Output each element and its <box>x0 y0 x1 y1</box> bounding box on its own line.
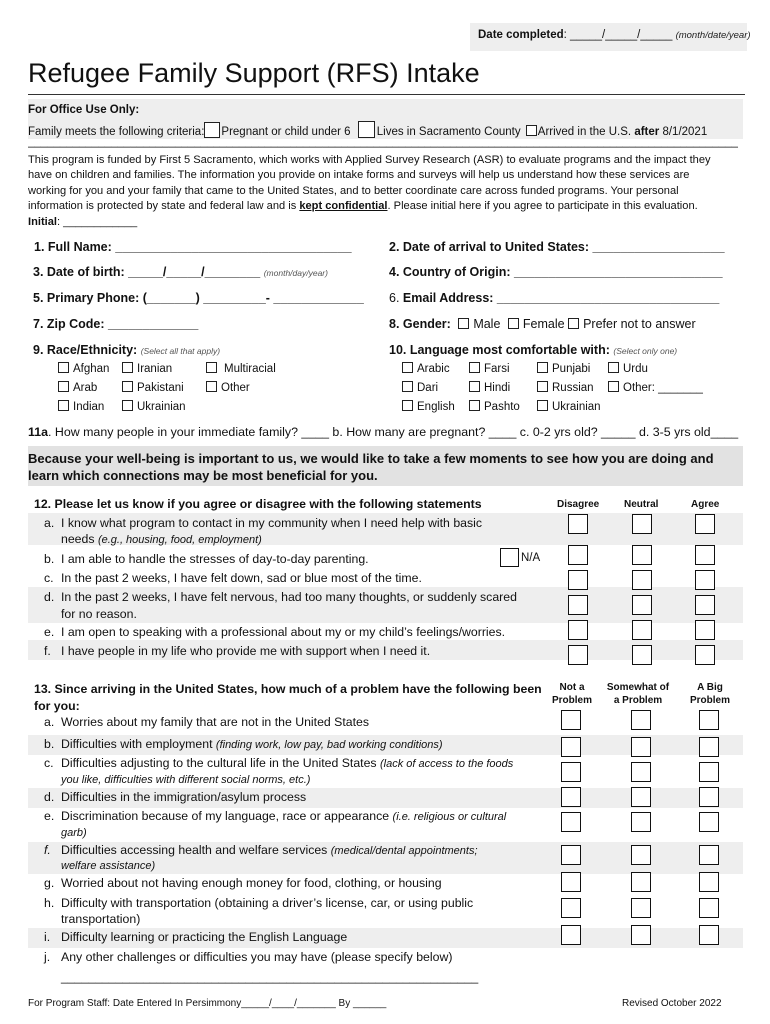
q12-item-cont: needs (e.g., housing, food, employment) <box>61 532 262 546</box>
race-option-iranian[interactable]: Iranian <box>122 362 172 375</box>
title-rule <box>28 94 745 95</box>
gender-checkbox[interactable] <box>568 318 579 329</box>
gender-female: Female <box>522 317 565 331</box>
phone-field[interactable]: 5. Primary Phone: (_______) _________- _____________ <box>33 291 364 305</box>
household-counts[interactable]: 11a. How many people in your immediate family? ____ b. How many are pregnant? ____ c. 0-2 yrs old? _____ d. 3-5 yrs old____ <box>28 425 739 439</box>
criteria-after-date: 8/1/2021 <box>662 126 708 138</box>
lang-option-ukrainian[interactable]: Ukrainian <box>537 400 601 413</box>
q13-answer-box[interactable] <box>699 925 719 945</box>
criteria-checkbox[interactable] <box>526 125 537 136</box>
race-option-pakistani[interactable]: Pakistani <box>122 381 184 394</box>
q13-answer-box[interactable] <box>699 762 719 782</box>
lang-option-pashto[interactable]: Pashto <box>469 400 520 413</box>
q12-heading: 12. Please let us know if you agree or disagree with the following statements <box>34 497 482 511</box>
q13-answer-box[interactable] <box>699 872 719 892</box>
lang-option-hindi[interactable]: Hindi <box>469 381 510 394</box>
wellbeing-text: Because your well-being is important to us, we would like to take a few moments to see how you are doing and learn which connections may be most beneficial for you. <box>28 451 714 483</box>
race-option-ukrainian[interactable]: Ukrainian <box>122 400 186 413</box>
date-completed-label: Date completed <box>478 29 564 41</box>
language-hint: (Select only one) <box>613 346 678 356</box>
email-field[interactable]: 6. Email Address: ________________________________ <box>389 291 720 305</box>
q13-answer-box[interactable] <box>561 710 581 730</box>
q13-answer-box[interactable] <box>561 737 581 757</box>
lang-option-urdu[interactable]: Urdu <box>608 362 648 375</box>
q12-item: d. In the past 2 weeks, I have felt nervous, had too many thoughts, or suddenly scared <box>44 590 517 604</box>
q13-col-not: Not a Problem <box>552 682 593 706</box>
q13-answer-box[interactable] <box>631 737 651 757</box>
lang-option-punjabi[interactable]: Punjabi <box>537 362 590 375</box>
q13-answer-box[interactable] <box>631 845 651 865</box>
q13-answer-box[interactable] <box>561 845 581 865</box>
date-completed-blank[interactable]: : _____/_____/_____ <box>563 29 673 41</box>
q12-item-cont: for no reason. <box>61 607 137 621</box>
q13-answer-box[interactable] <box>561 762 581 782</box>
office-rule: _______________________________________________________________________________________________________________ <box>28 136 738 148</box>
q12-col-disagree: Disagree <box>557 499 600 510</box>
q12-answer-box[interactable] <box>568 514 588 534</box>
q12-answer-box[interactable] <box>695 645 715 665</box>
q13-answer-box[interactable] <box>561 925 581 945</box>
lang-option-english[interactable]: English <box>402 400 455 413</box>
race-label: 9. Race/Ethnicity: (Select all that apply) <box>33 343 221 357</box>
q13-item-cont: garb) <box>61 827 87 839</box>
q13-answer-box[interactable] <box>561 872 581 892</box>
q12-answer-box[interactable] <box>568 645 588 665</box>
q13-item: c. Difficulties adjusting to the cultural life in the United States (lack of access to the foods <box>44 756 514 770</box>
race-option-arab[interactable]: Arab <box>58 381 97 394</box>
q12-col-agree: Agree <box>691 499 720 510</box>
q13-other-blank[interactable]: _____________________________________________________________ <box>61 970 479 984</box>
q12-answer-box[interactable] <box>632 595 652 615</box>
q13-item: j. Any other challenges or difficulties you may have (please specify below) <box>44 950 453 964</box>
q12-item: e. I am open to speaking with a professional about my or my child’s feelings/worries. <box>44 625 506 639</box>
q13-item: e. Discrimination because of my language, race or appearance (i.e. religious or cultural <box>44 809 507 823</box>
q13-answer-box[interactable] <box>699 898 719 918</box>
criteria-2: Lives in Sacramento County <box>376 126 521 138</box>
arrival-date-field[interactable]: 2. Date of arrival to United States: ___________________ <box>389 240 725 254</box>
q13-answer-box[interactable] <box>699 710 719 730</box>
q12-answer-box[interactable] <box>695 545 715 565</box>
criteria-lead: Family meets the following criteria: <box>28 126 205 138</box>
race-option-multiracial[interactable]: Multiracial <box>206 362 276 375</box>
race-option-indian[interactable]: Indian <box>58 400 104 413</box>
date-completed-hint: (month/date/year) <box>675 30 751 41</box>
dob-field[interactable]: 3. Date of birth: _____/_____/________ (month/day/year) <box>33 265 328 279</box>
criteria-3: Arrived in the U.S. <box>537 126 632 138</box>
q13-answer-box[interactable] <box>561 787 581 807</box>
intro-line: have on children and families. The information you provide on intake forms and surveys will help us understand how these services are <box>28 169 690 182</box>
lang-option-other[interactable]: Other: _______ <box>608 381 703 394</box>
initial-field[interactable]: : ____________ <box>56 215 138 228</box>
q13-heading: 13. Since arriving in the United States, how much of a problem have the following been for you: <box>34 682 542 713</box>
q13-answer-box[interactable] <box>699 787 719 807</box>
q13-item: b. Difficulties with employment (finding work, low pay, bad working conditions) <box>44 737 443 751</box>
q12-answer-box[interactable] <box>632 514 652 534</box>
q13-col-somewhat: Somewhat of a Problem <box>606 682 670 706</box>
lang-option-russian[interactable]: Russian <box>537 381 594 394</box>
q12-answer-box[interactable] <box>632 620 652 640</box>
q13-item: d. Difficulties in the immigration/asylum process <box>44 790 307 804</box>
intro-line: This program is funded by First 5 Sacramento, which works with Applied Survey Research (ASR) to evaluate programs and the impact they <box>28 154 711 166</box>
q13-answer-box[interactable] <box>631 812 651 832</box>
q12-answer-box[interactable] <box>568 595 588 615</box>
full-name-field[interactable]: 1. Full Name: __________________________________ <box>34 240 352 254</box>
footer-program-staff: For Program Staff: Date Entered In Persimmony_____/____/_______ By ______ <box>28 998 387 1009</box>
confidential-text: kept confidential <box>299 200 388 213</box>
q12-na-checkbox[interactable] <box>500 548 519 567</box>
q12-answer-box[interactable] <box>632 545 652 565</box>
q13-answer-box[interactable] <box>561 898 581 918</box>
q13-answer-box[interactable] <box>699 845 719 865</box>
lang-option-dari[interactable]: Dari <box>402 381 438 394</box>
q13-answer-box[interactable] <box>631 898 651 918</box>
q13-item: f. Difficulties accessing health and welfare services (medical/dental appointments; <box>44 843 478 857</box>
q13-item: i. Difficulty learning or practicing the English Language <box>44 930 348 944</box>
q13-answer-box[interactable] <box>631 787 651 807</box>
q13-answer-box[interactable] <box>631 710 651 730</box>
q13-answer-box[interactable] <box>631 762 651 782</box>
q12-answer-box[interactable] <box>695 620 715 640</box>
q13-item-cont: welfare assistance) <box>61 860 156 872</box>
intro-line: information is protected by state and federal law and is kept confidential. Please initial here if you agree to participate in this evaluation. <box>28 200 698 213</box>
q12-answer-box[interactable] <box>568 620 588 640</box>
race-option-other[interactable]: Other <box>206 381 250 394</box>
q13-answer-box[interactable] <box>699 812 719 832</box>
criteria-after: after <box>634 126 660 138</box>
q13-col-big: A Big Problem <box>689 682 730 706</box>
gender-field <box>389 317 696 331</box>
q12-answer-box[interactable] <box>632 645 652 665</box>
q13-answer-box[interactable] <box>631 925 651 945</box>
gender-label: 8. Gender: <box>389 317 451 331</box>
q13-item-cont: you like, difficulties with different social norms, etc.) <box>61 774 311 786</box>
zip-field[interactable]: 7. Zip Code: _____________ <box>33 317 199 331</box>
gender-checkbox[interactable] <box>508 318 519 329</box>
q12-answer-box[interactable] <box>568 570 588 590</box>
q12-na-label: N/A <box>521 552 541 564</box>
gender-male: Male <box>473 317 501 331</box>
office-heading: For Office Use Only: <box>28 104 140 116</box>
q12-col-neutral: Neutral <box>624 499 659 510</box>
q12-item: b. I am able to handle the stresses of day-to-day parenting. <box>44 552 369 566</box>
q13-answer-box[interactable] <box>561 812 581 832</box>
gender-checkbox[interactable] <box>458 318 469 329</box>
race-hint: (Select all that apply) <box>140 346 221 356</box>
gender-prefer-not: Prefer not to answer <box>583 317 696 331</box>
dob-hint: (month/day/year) <box>263 268 328 278</box>
q12-answer-box[interactable] <box>568 545 588 565</box>
date-completed[interactable] <box>478 29 751 41</box>
q13-item: a. Worries about my family that are not in the United States <box>44 715 370 729</box>
page-title: Refugee Family Support (RFS) Intake <box>28 58 480 88</box>
lang-option-farsi[interactable]: Farsi <box>469 362 510 375</box>
lang-option-arabic[interactable]: Arabic <box>402 362 450 375</box>
criteria-1: Pregnant or child under 6 <box>221 126 351 138</box>
q12-item: f. I have people in my life who provide me with support when I need it. <box>44 644 431 658</box>
q13-answer-box[interactable] <box>699 737 719 757</box>
country-field[interactable]: 4. Country of Origin: ______________________________ <box>389 265 723 279</box>
q12-answer-box[interactable] <box>632 570 652 590</box>
q12-answer-box[interactable] <box>695 570 715 590</box>
q13-item: g. Worried about not having enough money for food, clothing, or housing <box>44 876 442 890</box>
q12-item: c. In the past 2 weeks, I have felt down, sad or blue most of the time. <box>44 571 422 585</box>
q13-answer-box[interactable] <box>631 872 651 892</box>
q12-answer-box[interactable] <box>695 595 715 615</box>
q12-answer-box[interactable] <box>695 514 715 534</box>
language-label: 10. Language most comfortable with: (Select only one) <box>389 343 678 357</box>
race-option-afghan[interactable]: Afghan <box>58 362 109 375</box>
footer-revised: Revised October 2022 <box>622 998 722 1009</box>
q13-item: h. Difficulty with transportation (obtaining a driver’s license, car, or using public <box>44 896 474 910</box>
intro-line: working for you and your family that came to the United States, and to better coordinate care across funded programs. Your personal <box>28 184 679 197</box>
q13-item-cont: transportation) <box>61 912 141 926</box>
initial-label: Initial <box>28 215 57 228</box>
q12-item: a. I know what program to contact in my community when I need help with basic <box>44 516 483 530</box>
initial-line <box>28 215 711 230</box>
intro-text <box>28 153 711 230</box>
